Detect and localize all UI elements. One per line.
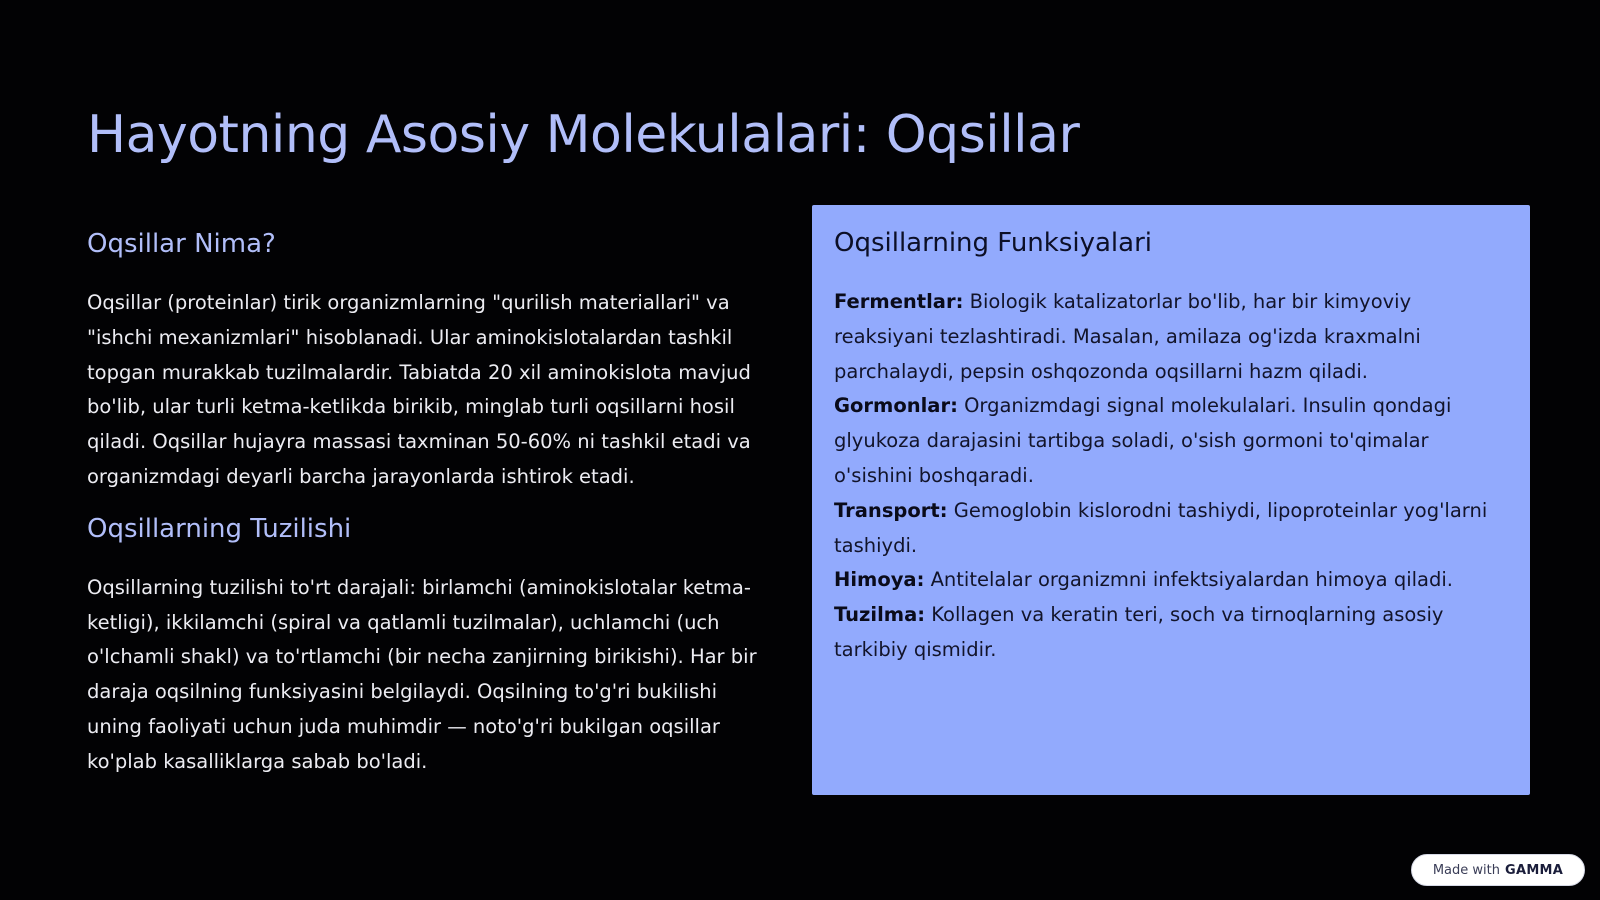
function-description: Gemoglobin kislorodni tashiydi, lipoproteinlar yog'larni tashiydi. [834,498,1488,557]
function-item-enzymes [834,285,1508,389]
functions-list [834,285,1508,668]
function-item-transport [834,494,1508,564]
function-description: Antitelalar organizmni infektsiyalardan himoya qiladi. [924,568,1453,592]
function-item-hormones [834,389,1508,493]
function-term: Fermentlar: [834,290,964,313]
section-text-what-are-proteins: Oqsillar (proteinlar) tirik organizmlarning "qurilish materiallari" va "ishchi mexanizmlari" hisoblanadi. Ular aminokislotalardan tashkil topgan murakkab tuzilmalardir. Tabiatda 20 xil aminokislota mavjud bo'lib, ular turli ketma-ketlikda birikib, minglab turli oqsillarni hosil qiladi. Oqsillar hujayra massasi taxminan 50-60% ni tashkil etadi va organizmdagi deyarli barcha jarayonlarda ishtirok etadi. [87,291,751,488]
function-term: Transport: [834,498,948,522]
slide-title: Hayotning Asosiy Molekulalari: Oqsillar [87,105,1080,165]
function-description: Kollagen va keratin teri, soch va tirnoqlarning asosiy tarkibiy qismidir. [834,603,1444,661]
left-column [87,226,777,780]
gamma-logo: GAMMA [1504,862,1564,878]
badge-prefix: Made with [1432,862,1500,878]
section-text-protein-structure: Oqsillarning tuzilishi to'rt darajali: birlamchi (aminokislotalar ketma-ketligi), ikkilamchi (spiral va qatlamli tuzilmalar), uchlamchi (uch o'lchamli shakl) va to'rtlamchi (bir necha zanjirning birikishi). Har bir daraja oqsilning funksiyasini belgilaydi. Oqsilning to'g'ri bukilishi uning faoliyati uchun juda muhimdir — noto'g'ri bukilgan oqsillar ko'plab kasalliklarga sabab bo'ladi. [87,575,757,773]
function-item-defense [834,563,1508,598]
section-heading-what-are-proteins: Oqsillar Nima? [87,229,276,259]
function-description: Biologik katalizatorlar bo'lib, har bir kimyoviy reaksiyani tezlashtiradi. Masalan, amilaza og'izda kraxmalni parchalaydi, pepsin oshqozonda oqsillarni hazm qiladi. [834,290,1421,383]
function-term: Tuzilma: [834,603,926,627]
function-term: Himoya: [834,568,925,592]
section-heading-protein-structure: Oqsillarning Tuzilishi [87,513,352,544]
function-item-structure [834,598,1508,668]
functions-card [812,205,1530,795]
functions-card-heading: Oqsillarning Funksiyalari [834,228,1153,258]
function-description: Organizmdagi signal molekulalari. Insulin qondagi glyukoza darajasini tartibga soladi, o'sish gormoni to'qimalar o'sishini boshqaradi. [834,394,1452,487]
made-with-gamma-badge[interactable] [1411,854,1585,886]
function-term: Gormonlar: [834,394,958,418]
